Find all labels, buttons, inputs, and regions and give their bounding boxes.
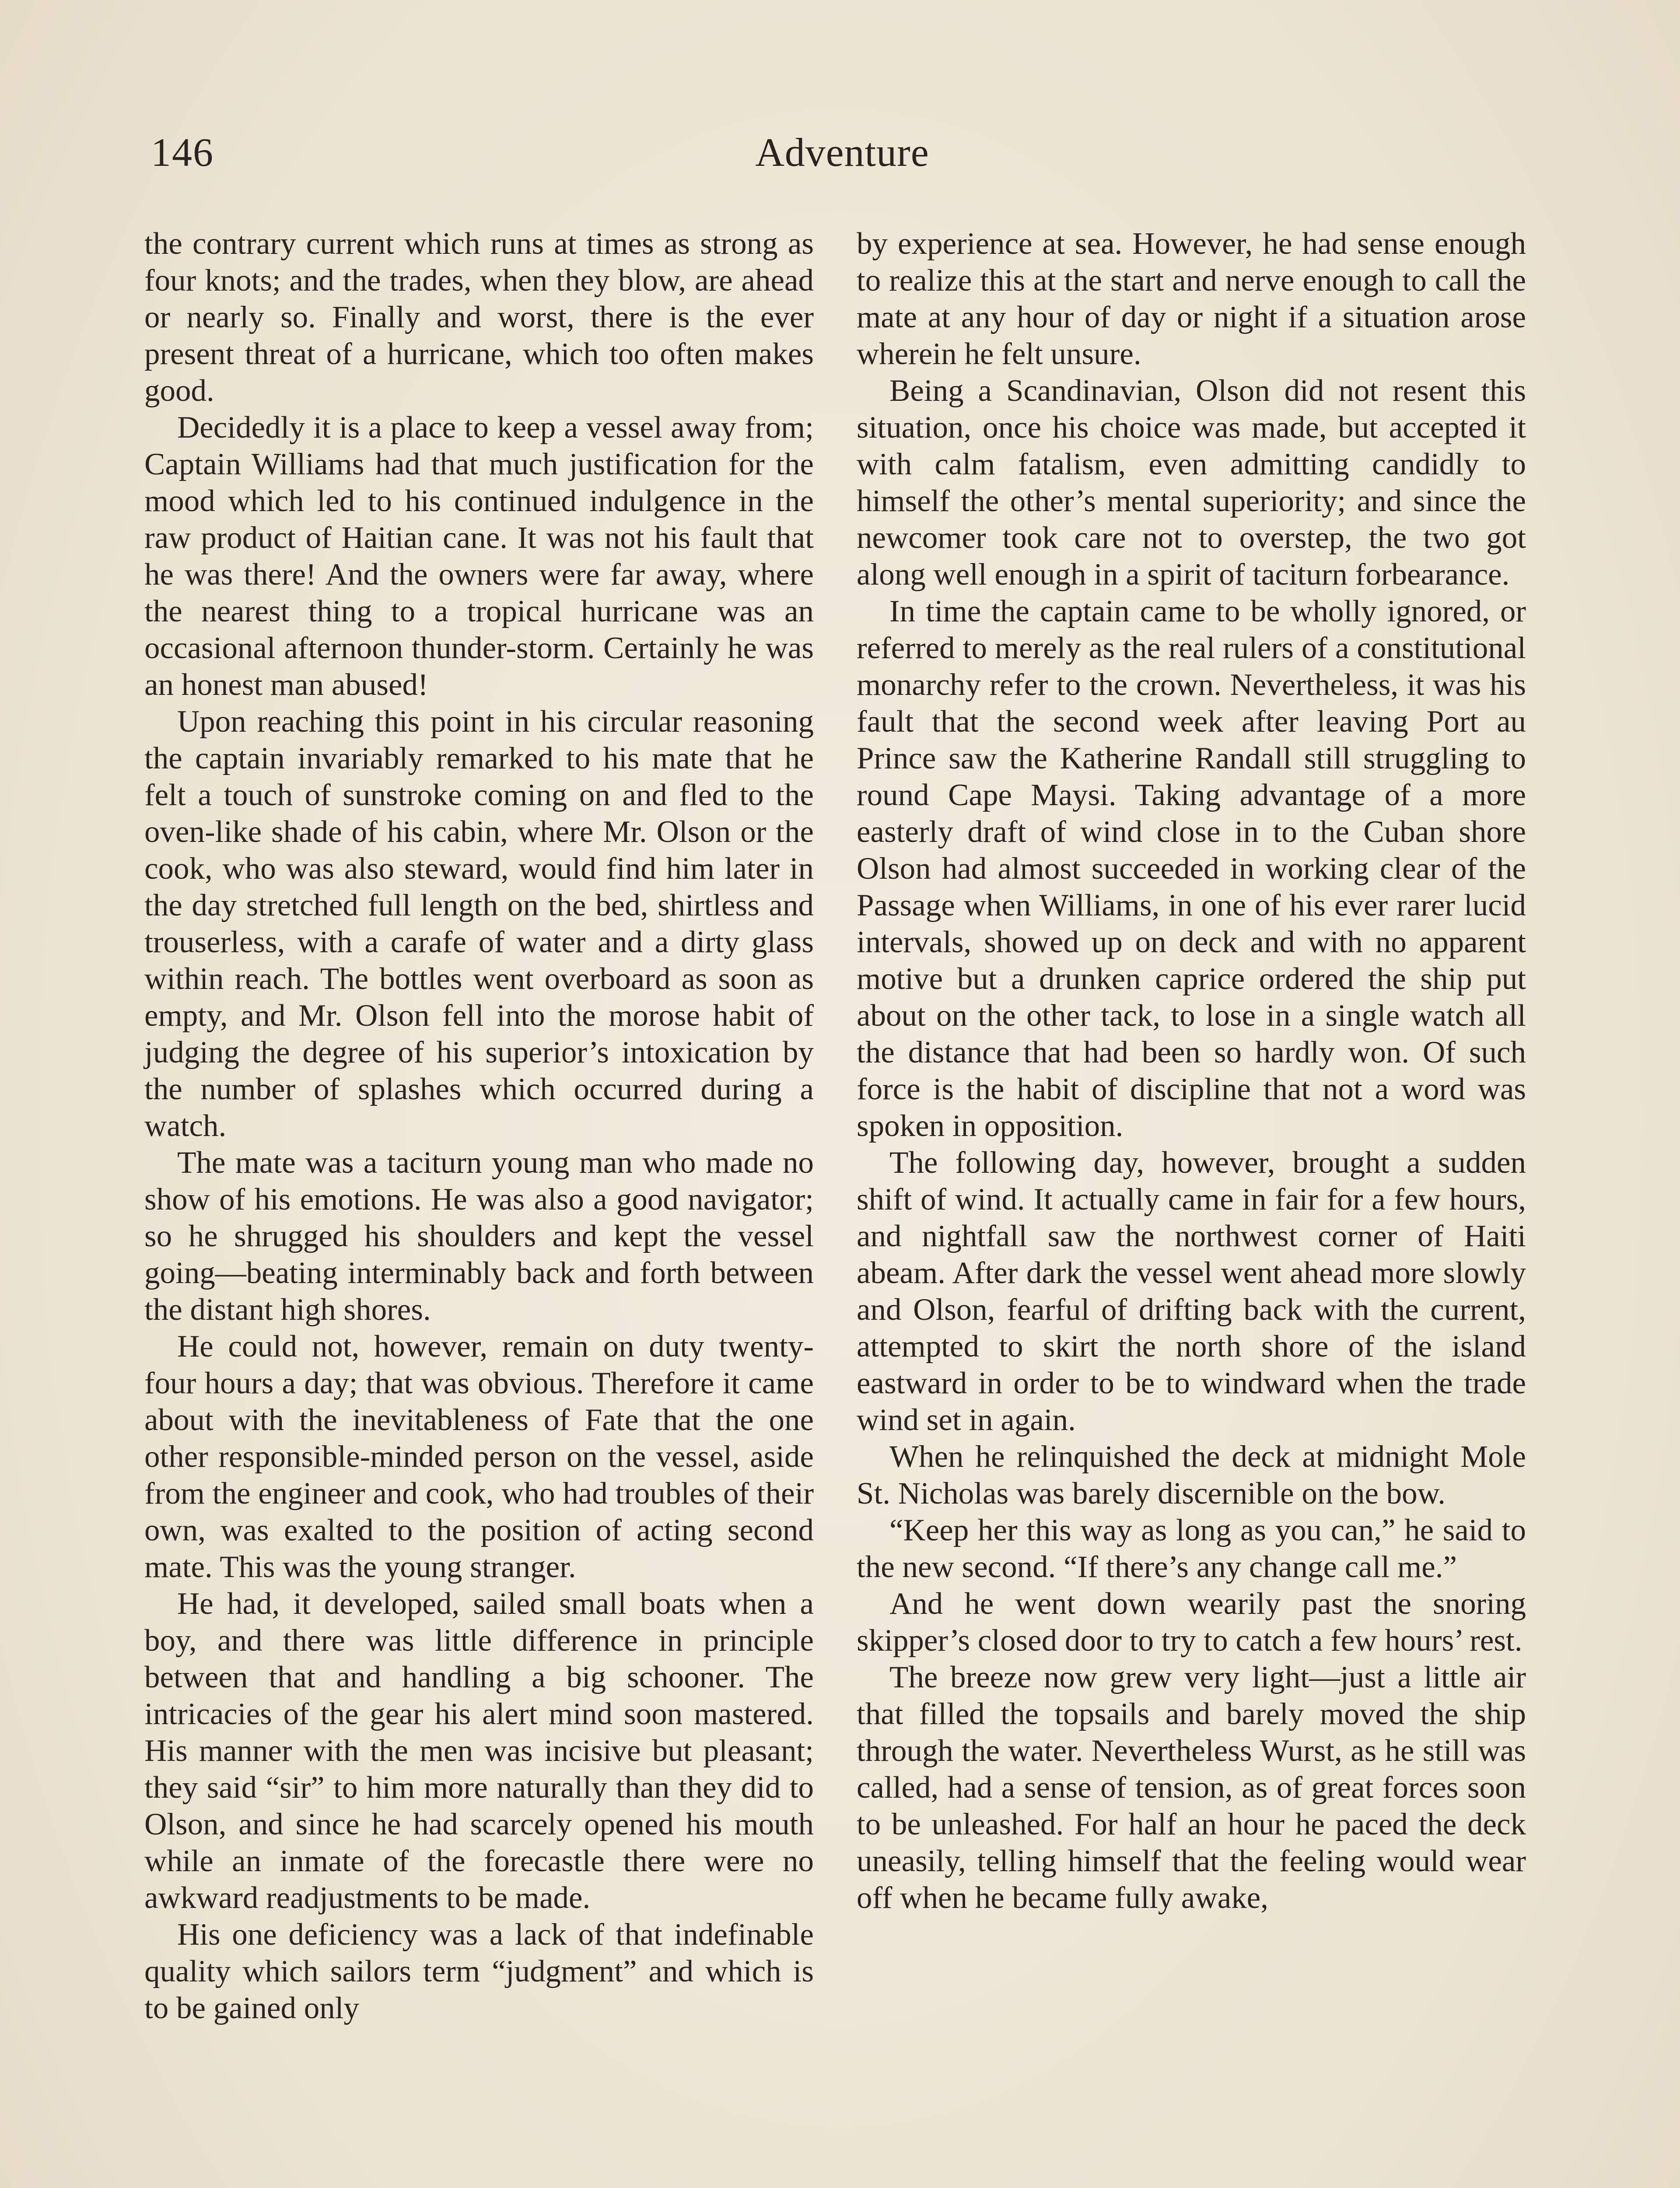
paragraph: He could not, however, remain on duty twenty-four hours a day; that was obvious. Therefore it came about with the inevitableness of Fate that the one other responsible-minded person on the vessel, aside from the engineer and cook, who had troubles of their own, was exalted to the position of acting second mate. This was the young stranger. — [144, 1329, 814, 1584]
left-text-column — [144, 225, 814, 2188]
paragraph: The following day, however, brought a sudden shift of wind. It actually came in fair for a few hours, and nightfall saw the northwest corner of Haiti abeam. After dark the vessel went ahead more slowly and Olson, fearful of drifting back with the current, attempted to skirt the north shore of the island eastward in order to be to windward when the trade wind set in again. — [857, 1146, 1526, 1437]
page-number: 146 — [151, 130, 214, 175]
running-title: Adventure — [755, 130, 929, 175]
paragraph: And he went down wearily past the snoring skipper’s closed door to try to catch a few hours’ rest. — [857, 1587, 1526, 1658]
paragraph: Decidedly it is a place to keep a vessel away from; Captain Williams had that much justification for the mood which led to his continued indulgence in the raw product of Haitian cane. It was not his fault that he was there! And the owners were far away, where the nearest thing to a tropical hurricane was an occasional afternoon thunder-storm. Certainly he was an honest man abused! — [144, 410, 814, 702]
page-header — [151, 120, 1533, 190]
paragraph: In time the captain came to be wholly ignored, or referred to merely as the real rulers of a constitutional monarchy refer to the crown. Nevertheless, it was his fault that the second week after leaving Port au Prince saw the Katherine Randall still struggling to round Cape Maysi. Taking advantage of a more easterly draft of wind close in to the Cuban shore Olson had almost succeeded in working clear of the Passage when Williams, in one of his ever rarer lucid intervals, showed up on deck and with no apparent motive but a drunken caprice ordered the ship put about on the other tack, to lose in a single watch all the distance that had been so hardly won. Of such force is the habit of discipline that not a word was spoken in opposition. — [857, 594, 1526, 1143]
paragraph: The mate was a taciturn young man who made no show of his emotions. He was also a good navigator; so he shrugged his shoulders and kept the vessel going—beating interminably back and forth between the distant high shores. — [144, 1146, 814, 1327]
paragraph: His one deficiency was a lack of that indefinable quality which sailors term “judgment” and which is to be gained only — [144, 1918, 814, 2025]
paragraph: by experience at sea. However, he had sense enough to realize this at the start and nerve enough to call the mate at any hour of day or night if a situation arose wherein he felt unsure. — [857, 227, 1526, 371]
paragraph: “Keep her this way as long as you can,” he said to the new second. “If there’s any change call me.” — [857, 1513, 1526, 1584]
right-text-column — [857, 225, 1526, 2188]
paragraph: The breeze now grew very light—just a little air that filled the topsails and barely moved the ship through the water. Nevertheless Wurst, as he still was called, had a sense of tension, as of great forces soon to be unleashed. For half an hour he paced the deck uneasily, telling himself that the feeling would wear off when he became fully awake, — [857, 1660, 1526, 1915]
paragraph: Upon reaching this point in his circular reasoning the captain invariably remarked to his mate that he felt a touch of sunstroke coming on and fled to the oven-like shade of his cabin, where Mr. Olson or the cook, who was also steward, would find him later in the day stretched full length on the bed, shirtless and trouserless, with a carafe of water and a dirty glass within reach. The bottles went overboard as soon as empty, and Mr. Olson fell into the morose habit of judging the degree of his superior’s intoxication by the number of splashes which occurred during a watch. — [144, 705, 814, 1143]
paragraph: the contrary current which runs at times as strong as four knots; and the trades, when they blow, are ahead or nearly so. Finally and worst, there is the ever present threat of a hurricane, which too often makes good. — [144, 227, 814, 408]
paragraph: Being a Scandinavian, Olson did not resent this situation, once his choice was made, but accepted it with calm fatalism, even admitting candidly to himself the other’s mental superiority; and since the newcomer took care not to overstep, the two got along well enough in a spirit of taciturn forbearance. — [857, 374, 1526, 592]
paragraph: When he relinquished the deck at midnight Mole St. Nicholas was barely discernible on the bow. — [857, 1440, 1526, 1511]
paragraph: He had, it developed, sailed small boats when a boy, and there was little difference in principle between that and handling a big schooner. The intricacies of the gear his alert mind soon mastered. His manner with the men was incisive but pleasant; they said “sir” to him more naturally than they did to Olson, and since he had scarcely opened his mouth while an inmate of the forecastle there were no awkward readjustments to be made. — [144, 1587, 814, 1915]
